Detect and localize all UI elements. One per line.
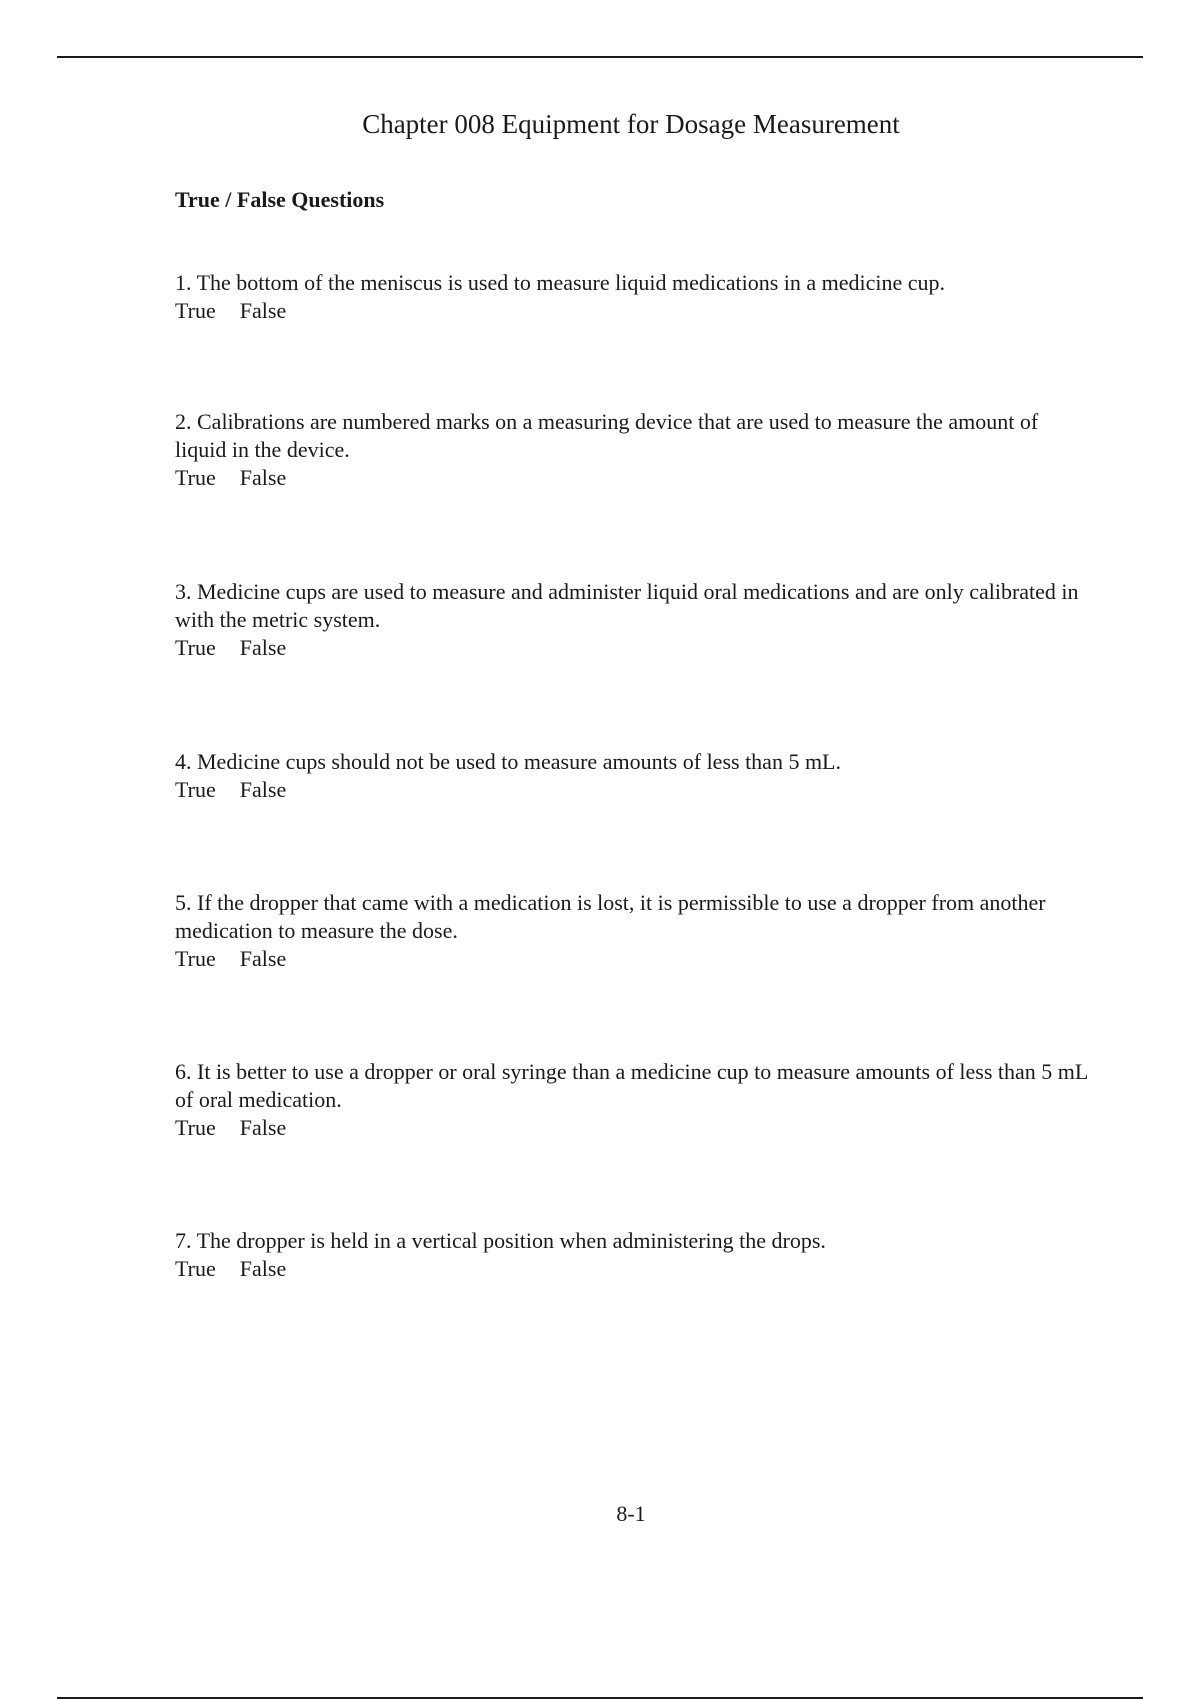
question-text: 7. The dropper is held in a vertical position when administering the drops. [175,1228,826,1253]
question-4 [175,748,1095,804]
page-number: 8-1 [616,1501,646,1526]
question-2 [175,408,1095,492]
true-option[interactable]: True [175,1256,216,1281]
false-option[interactable]: False [239,777,287,802]
question-1 [175,269,1095,325]
false-option[interactable]: False [239,465,287,490]
question-text: 1. The bottom of the meniscus is used to measure liquid medications in a medicine cup. [175,270,946,295]
answer-options [175,1114,1095,1142]
page-title: Chapter 008 Equipment for Dosage Measurement [362,109,900,139]
answer-options [175,1255,1095,1283]
question-5 [175,889,1095,973]
section-heading: True / False Questions [175,187,385,212]
question-6 [175,1058,1095,1142]
question-text: 5. If the dropper that came with a medication is lost, it is permissible to use a dropper from another medication to measure the dose. [175,890,1046,943]
question-text: 6. It is better to use a dropper or oral syringe than a medicine cup to measure amounts of less than 5 mL of oral medication. [175,1059,1088,1112]
true-option[interactable]: True [175,777,216,802]
false-option[interactable]: False [239,946,287,971]
question-text: 4. Medicine cups should not be used to measure amounts of less than 5 mL. [175,749,841,774]
answer-options [175,945,1095,973]
question-3 [175,578,1095,662]
answer-options [175,464,1095,492]
question-text: 2. Calibrations are numbered marks on a measuring device that are used to measure the amount of liquid in the device. [175,409,1039,462]
false-option[interactable]: False [239,635,287,660]
top-rule [57,56,1143,58]
true-option[interactable]: True [175,298,216,323]
bottom-rule [57,1697,1143,1699]
false-option[interactable]: False [239,1256,287,1281]
answer-options [175,297,1095,325]
true-option[interactable]: True [175,465,216,490]
true-option[interactable]: True [175,635,216,660]
question-text: 3. Medicine cups are used to measure and administer liquid oral medications and are only calibrated in with the metric system. [175,579,1079,632]
false-option[interactable]: False [239,1115,287,1140]
true-option[interactable]: True [175,1115,216,1140]
true-option[interactable]: True [175,946,216,971]
question-7 [175,1227,1095,1283]
answer-options [175,776,1095,804]
answer-options [175,634,1095,662]
false-option[interactable]: False [239,298,287,323]
